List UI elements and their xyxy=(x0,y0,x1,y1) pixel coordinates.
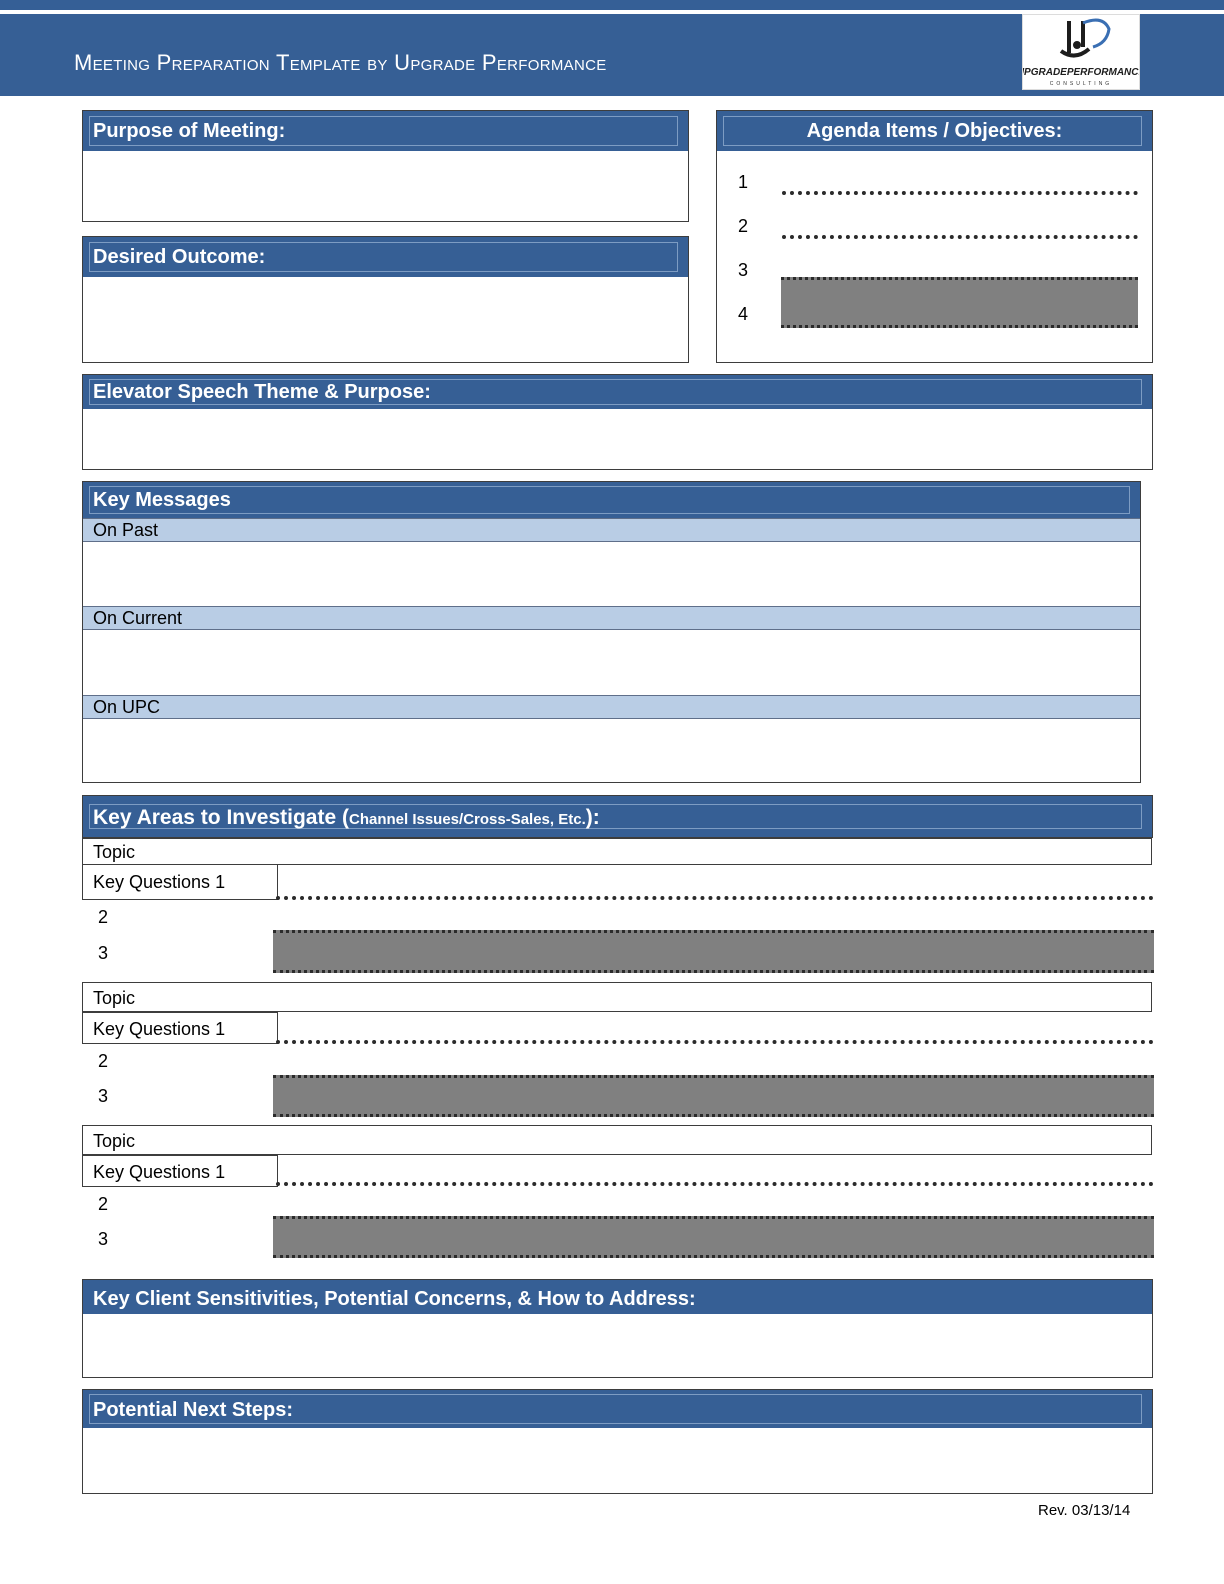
purpose-box xyxy=(82,110,689,222)
agenda-number: 3 xyxy=(738,260,749,280)
question-number: 3 xyxy=(98,1229,109,1249)
agenda-header xyxy=(717,111,1152,151)
logo-subtext: CONSULTING xyxy=(1049,81,1113,87)
section-on-upc: On UPC xyxy=(83,695,1140,719)
question-shaded-field[interactable] xyxy=(273,1216,1154,1258)
purpose-label: Purpose of Meeting: xyxy=(93,120,286,142)
key-messages-header xyxy=(83,482,1140,518)
section-on-past: On Past xyxy=(83,518,1140,542)
elevator-label: Elevator Speech Theme & Purpose: xyxy=(93,381,431,403)
key-questions-label: Key Questions 1 xyxy=(82,864,278,900)
topic-label: Topic xyxy=(93,842,136,862)
sensitivities-box xyxy=(82,1279,1153,1378)
question-line[interactable] xyxy=(276,1040,1154,1044)
topic-label: Topic xyxy=(93,1131,136,1151)
purpose-header xyxy=(83,111,688,151)
investigate-label-end: ): xyxy=(585,806,600,829)
outcome-label: Desired Outcome: xyxy=(93,246,266,268)
investigate-header xyxy=(82,795,1153,838)
outcome-field[interactable] xyxy=(83,277,688,362)
investigate-label: Key Areas to Investigate ( xyxy=(93,806,349,829)
revision-date: Rev. 03/13/14 xyxy=(1038,1502,1131,1519)
next-steps-label: Potential Next Steps: xyxy=(93,1399,294,1421)
topic-label: Topic xyxy=(93,988,136,1008)
investigate-sublabel: Channel Issues/Cross-Sales, Etc. xyxy=(348,811,586,828)
sensitivities-label: Key Client Sensitivities, Potential Concerns, & How to Address: xyxy=(93,1288,696,1310)
elevator-box xyxy=(82,374,1153,470)
key-questions-label: Key Questions 1 xyxy=(82,1155,278,1187)
question-number: 2 xyxy=(98,907,109,927)
topic-field[interactable] xyxy=(82,982,1152,1012)
agenda-shaded-field[interactable] xyxy=(781,277,1138,328)
sensitivities-field[interactable] xyxy=(83,1314,1152,1377)
logo-mark-icon xyxy=(1023,15,1139,89)
question-line[interactable] xyxy=(276,1182,1154,1186)
elevator-field[interactable] xyxy=(83,409,1152,469)
key-messages-box xyxy=(82,481,1141,783)
question-number: 2 xyxy=(98,1194,109,1214)
agenda-line[interactable] xyxy=(782,235,1138,239)
outcome-header xyxy=(83,237,688,277)
outcome-box xyxy=(82,236,689,363)
topic-field[interactable] xyxy=(82,838,1152,865)
logo-text: UPGRADEPERFORMANCE xyxy=(1023,67,1139,78)
topic-field[interactable] xyxy=(82,1125,1152,1155)
key-messages-label: Key Messages xyxy=(93,489,231,511)
page-title: Meeting Preparation Template by Upgrade Performance xyxy=(74,50,607,75)
next-steps-box xyxy=(82,1389,1153,1494)
question-number: 3 xyxy=(98,943,109,963)
question-shaded-field[interactable] xyxy=(273,1075,1154,1117)
question-number: 2 xyxy=(98,1051,109,1071)
company-logo xyxy=(1022,14,1140,90)
sensitivities-header xyxy=(83,1280,1152,1314)
elevator-header xyxy=(83,375,1152,409)
question-line[interactable] xyxy=(276,896,1154,900)
on-current-field[interactable] xyxy=(83,630,1140,695)
agenda-number: 1 xyxy=(738,172,749,192)
on-upc-field[interactable] xyxy=(83,719,1140,782)
purpose-field[interactable] xyxy=(83,151,688,221)
top-rule xyxy=(0,0,1224,10)
agenda-label: Agenda Items / Objectives: xyxy=(806,120,1063,142)
agenda-number: 2 xyxy=(738,216,749,236)
agenda-number: 4 xyxy=(738,304,749,324)
question-shaded-field[interactable] xyxy=(273,930,1154,973)
agenda-line[interactable] xyxy=(782,191,1138,195)
on-past-field[interactable] xyxy=(83,542,1140,606)
question-number: 3 xyxy=(98,1086,109,1106)
section-on-current: On Current xyxy=(83,606,1140,630)
next-steps-header xyxy=(83,1390,1152,1428)
key-questions-label: Key Questions 1 xyxy=(82,1012,278,1044)
next-steps-field[interactable] xyxy=(83,1428,1152,1493)
